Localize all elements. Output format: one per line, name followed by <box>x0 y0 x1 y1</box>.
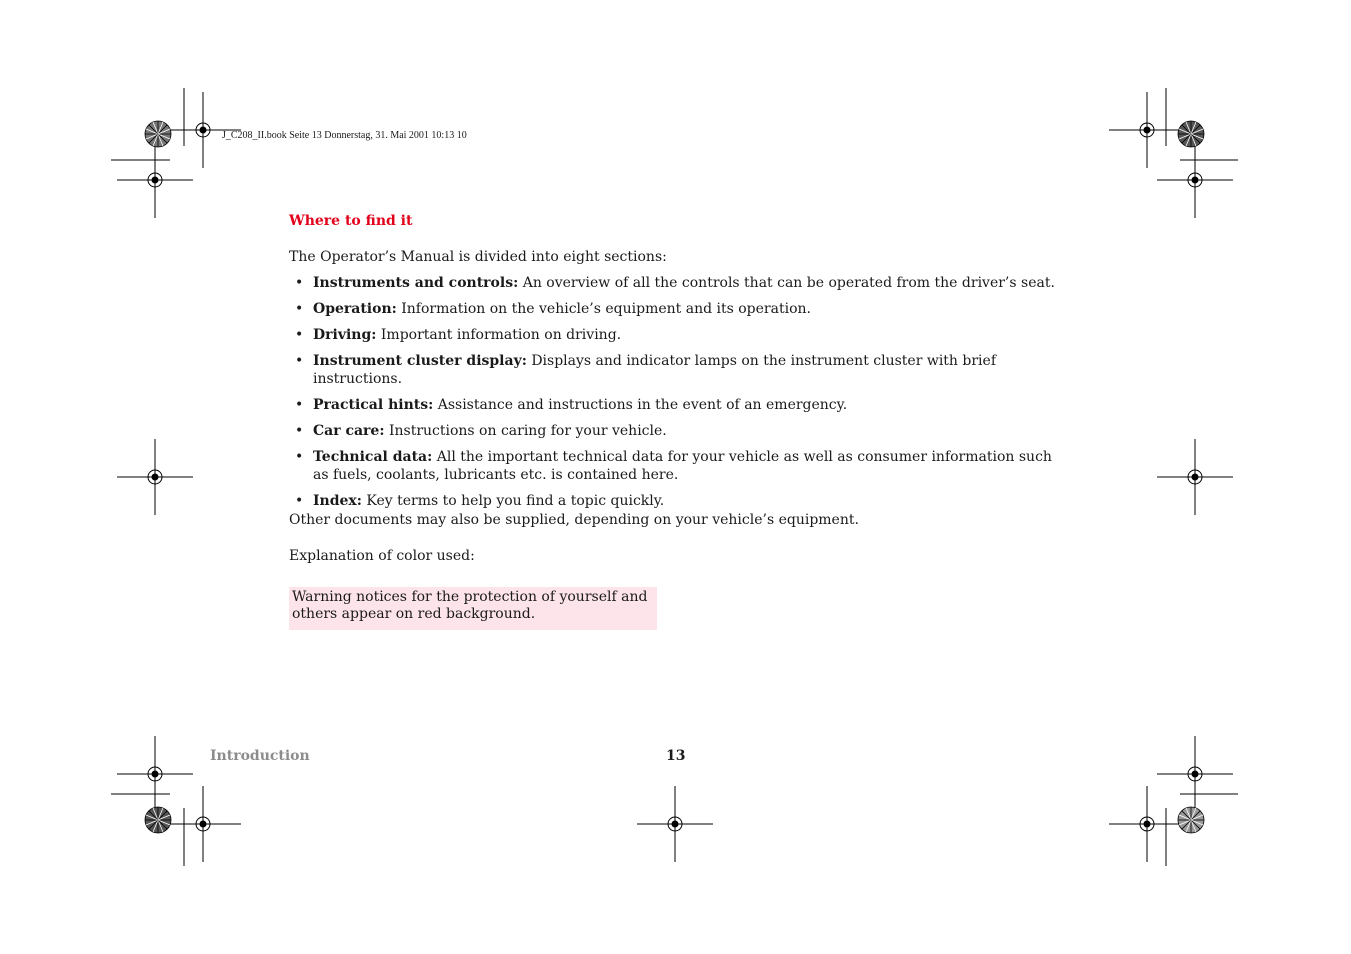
list-item-text: Key terms to help you find a topic quickly. <box>361 493 665 509</box>
star-target-icon <box>1178 121 1204 147</box>
list-item-term: Practical hints: <box>313 397 434 413</box>
registration-target-icon <box>165 786 241 862</box>
list-item-text: Information on the vehicle’s equipment and its operation. <box>396 301 811 317</box>
registration-target-icon <box>1109 92 1185 168</box>
list-item-term: Technical data: <box>313 449 433 465</box>
bullet: • <box>295 449 304 465</box>
registration-target-icon <box>1157 736 1233 812</box>
footer-section-name: Introduction <box>210 748 310 764</box>
list-item-text: Displays and indicator lamps on the instrument cluster with brief instructions. <box>313 353 996 387</box>
list-item-term: Instruments and controls: <box>313 275 519 291</box>
registration-target-icon <box>117 142 193 218</box>
list-item-term: Operation: <box>313 301 397 317</box>
bullet: • <box>295 353 304 369</box>
list-item-term: Car care: <box>313 423 385 439</box>
list-item-term: Index: <box>313 493 362 509</box>
list-item-text: All the important technical data for your vehicle as well as consumer information such as fuels, coolants, lubricants etc. is contained here. <box>313 449 1052 483</box>
list-item <box>289 396 1069 414</box>
registration-target-icon <box>1157 142 1233 218</box>
list-item-term: Instrument cluster display: <box>313 353 527 369</box>
bullet: • <box>295 275 304 291</box>
registration-target-icon <box>1157 439 1233 515</box>
bullet: • <box>295 397 304 413</box>
bullet: • <box>295 493 304 509</box>
list-item <box>289 352 1069 388</box>
registration-target-icon <box>117 439 193 515</box>
list-item-term: Driving: <box>313 327 377 343</box>
bullet: • <box>295 327 304 343</box>
list-item <box>289 448 1069 484</box>
star-target-icon <box>1178 807 1204 833</box>
registration-target-icon <box>1109 786 1185 862</box>
color-explanation-label: Explanation of color used: <box>289 548 475 564</box>
list-item <box>289 274 1069 292</box>
list-item <box>289 422 1069 440</box>
list-item <box>289 300 1069 318</box>
list-item <box>289 326 1069 344</box>
sections-list <box>289 274 1069 518</box>
page-number: 13 <box>666 748 686 764</box>
registration-target-icon <box>637 786 713 862</box>
star-target-icon <box>145 121 171 147</box>
star-target-icon <box>145 807 171 833</box>
list-item-text: Instructions on caring for your vehicle. <box>384 423 667 439</box>
list-item-text: An overview of all the controls that can be operated from the driver’s seat. <box>518 275 1055 291</box>
other-documents-text: Other documents may also be supplied, depending on your vehicle’s equipment. <box>289 512 859 528</box>
intro-text: The Operator’s Manual is divided into eight sections: <box>289 249 667 265</box>
print-slug: J_C208_II.book Seite 13 Donnerstag, 31. Mai 2001 10:13 10 <box>222 130 467 141</box>
registration-target-icon <box>117 736 193 812</box>
section-heading: Where to find it <box>289 213 413 229</box>
list-item <box>289 492 1069 510</box>
list-item-text: Assistance and instructions in the event of an emergency. <box>433 397 848 413</box>
list-item-text: Important information on driving. <box>376 327 622 343</box>
warning-notice-box: Warning notices for the protection of yourself and others appear on red background. <box>289 587 657 630</box>
bullet: • <box>295 301 304 317</box>
bullet: • <box>295 423 304 439</box>
